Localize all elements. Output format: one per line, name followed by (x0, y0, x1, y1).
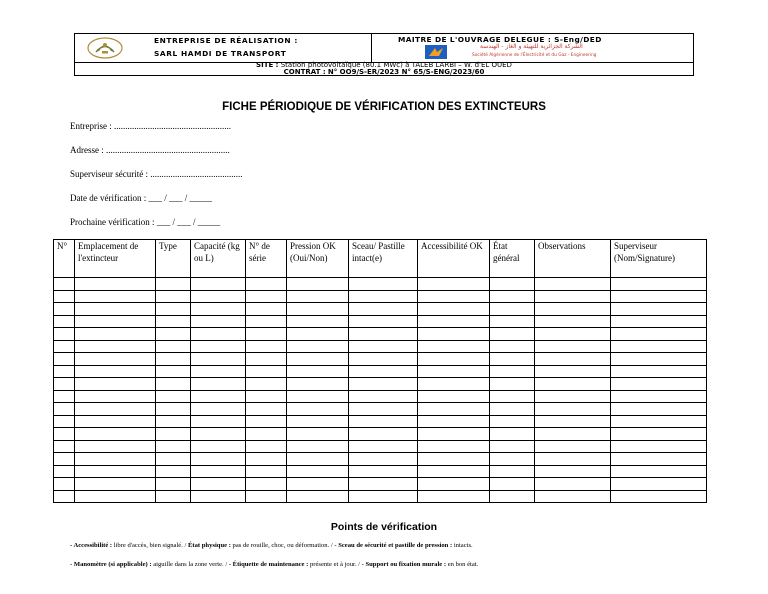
table-row (54, 440, 707, 453)
table-cell[interactable] (191, 278, 246, 291)
table-cell[interactable] (535, 415, 611, 428)
site-label: SITE : (256, 61, 279, 69)
table-cell[interactable] (287, 378, 349, 391)
table-cell[interactable] (54, 328, 75, 341)
table-cell[interactable] (490, 290, 535, 303)
table-cell[interactable] (535, 328, 611, 341)
owner-arabic-name: الشركة الجزائرية للتهيئة و الغاز - الهندسة (480, 43, 583, 50)
table-cell[interactable] (191, 440, 246, 453)
table-cell[interactable] (75, 378, 156, 391)
table-cell[interactable] (490, 278, 535, 291)
table-row (54, 378, 707, 391)
table-cell[interactable] (54, 490, 75, 503)
table-cell[interactable] (418, 328, 490, 341)
table-cell[interactable] (611, 328, 707, 341)
table-cell[interactable] (156, 378, 191, 391)
table-cell[interactable] (75, 315, 156, 328)
table-cell[interactable] (75, 490, 156, 503)
field-date-verification[interactable]: Date de vérification : ___ / ___ / _____ (70, 193, 212, 203)
table-cell[interactable] (611, 403, 707, 416)
table-cell[interactable] (156, 465, 191, 478)
table-cell[interactable] (54, 315, 75, 328)
table-row (54, 478, 707, 491)
field-adresse[interactable]: Adresse : ....................................................... (70, 145, 230, 155)
table-cell[interactable] (490, 378, 535, 391)
table-cell[interactable] (246, 328, 287, 341)
table-cell[interactable] (611, 415, 707, 428)
col-header-accessibilite: Accessibilité OK (418, 240, 490, 278)
table-cell[interactable] (535, 278, 611, 291)
table-cell[interactable] (611, 453, 707, 466)
point-label: État physique : (188, 542, 233, 549)
verification-table (53, 239, 707, 503)
table-cell[interactable] (75, 415, 156, 428)
table-cell[interactable] (54, 478, 75, 491)
table-cell[interactable] (490, 403, 535, 416)
table-cell[interactable] (54, 290, 75, 303)
table-cell[interactable] (611, 278, 707, 291)
table-cell[interactable] (418, 303, 490, 316)
table-row (54, 290, 707, 303)
table-cell[interactable] (191, 403, 246, 416)
table-row (54, 353, 707, 366)
table-row (54, 390, 707, 403)
table-cell[interactable] (287, 428, 349, 441)
table-cell[interactable] (54, 440, 75, 453)
table-cell[interactable] (535, 315, 611, 328)
table-cell[interactable] (54, 428, 75, 441)
table-cell[interactable] (54, 390, 75, 403)
table-row (54, 340, 707, 353)
table-cell[interactable] (287, 365, 349, 378)
col-header-numero: N° (54, 240, 75, 278)
table-cell[interactable] (191, 453, 246, 466)
table-cell[interactable] (191, 365, 246, 378)
page-title: FICHE PÉRIODIQUE DE VÉRIFICATION DES EXTINCTEURS (222, 101, 546, 113)
table-cell[interactable] (75, 303, 156, 316)
table-cell[interactable] (75, 340, 156, 353)
table-cell[interactable] (611, 340, 707, 353)
table-cell[interactable] (611, 490, 707, 503)
table-cell[interactable] (75, 365, 156, 378)
table-row (54, 453, 707, 466)
col-header-emplacement: Emplacement de l'extincteur (75, 240, 156, 278)
table-cell[interactable] (246, 478, 287, 491)
table-cell[interactable] (490, 440, 535, 453)
point-text: intacts. (453, 542, 473, 549)
table-cell[interactable] (246, 290, 287, 303)
table-cell[interactable] (191, 328, 246, 341)
laurel-emblem-icon (87, 37, 123, 59)
table-cell[interactable] (349, 390, 418, 403)
table-cell[interactable] (490, 340, 535, 353)
table-cell[interactable] (535, 453, 611, 466)
table-cell[interactable] (287, 415, 349, 428)
table-cell[interactable] (246, 490, 287, 503)
field-superviseur[interactable]: Superviseur sécurité : ......................................... (70, 169, 243, 179)
table-body (54, 278, 707, 503)
document-header (74, 33, 694, 76)
table-cell[interactable] (535, 490, 611, 503)
contractor-name: SARL HAMDI DE TRANSPORT (154, 49, 287, 58)
table-cell[interactable] (246, 315, 287, 328)
table-cell[interactable] (246, 353, 287, 366)
table-cell[interactable] (75, 440, 156, 453)
table-cell[interactable] (156, 478, 191, 491)
table-row (54, 415, 707, 428)
table-cell[interactable] (75, 478, 156, 491)
header-owner-cell (372, 34, 694, 62)
table-cell[interactable] (246, 403, 287, 416)
field-prochaine-verification[interactable]: Prochaine vérification : ___ / ___ / _____ (70, 217, 221, 227)
table-cell[interactable] (611, 315, 707, 328)
table-cell[interactable] (246, 365, 287, 378)
table-cell[interactable] (611, 378, 707, 391)
table-cell[interactable] (535, 378, 611, 391)
point-text: aiguille dans la zone verte. / (153, 561, 229, 568)
table-cell[interactable] (75, 428, 156, 441)
table-cell[interactable] (418, 415, 490, 428)
header-contractor-cell (75, 34, 372, 62)
table-cell[interactable] (418, 353, 490, 366)
table-cell[interactable] (75, 290, 156, 303)
table-cell[interactable] (75, 278, 156, 291)
point-text: libre d'accès, bien signalé. / (113, 542, 189, 549)
table-cell[interactable] (535, 440, 611, 453)
contract-label: CONTRAT : (283, 68, 326, 76)
table-cell[interactable] (349, 440, 418, 453)
table-cell[interactable] (535, 353, 611, 366)
table-cell[interactable] (611, 390, 707, 403)
col-header-type: Type (156, 240, 191, 278)
table-row (54, 428, 707, 441)
table-cell[interactable] (490, 315, 535, 328)
table-row (54, 315, 707, 328)
table-cell[interactable] (156, 278, 191, 291)
site-value: Station photovoltaïque (80.1 MWc) à TALEB LARBI – W. d'EL OUED (280, 61, 512, 69)
table-cell[interactable] (156, 453, 191, 466)
table-cell[interactable] (191, 428, 246, 441)
table-cell[interactable] (191, 478, 246, 491)
table-cell[interactable] (287, 390, 349, 403)
table-cell[interactable] (287, 303, 349, 316)
table-cell[interactable] (611, 290, 707, 303)
table-cell[interactable] (156, 315, 191, 328)
table-cell[interactable] (349, 315, 418, 328)
table-cell[interactable] (191, 315, 246, 328)
table-cell[interactable] (191, 378, 246, 391)
col-header-observations: Observations (535, 240, 611, 278)
owner-french-name: Société Algérienne de l'Électricité et du Gaz - Engineering (472, 53, 597, 58)
table-cell[interactable] (418, 278, 490, 291)
table-cell[interactable] (418, 465, 490, 478)
table-cell[interactable] (156, 328, 191, 341)
table-cell[interactable] (246, 278, 287, 291)
table-cell[interactable] (75, 328, 156, 341)
table-cell[interactable] (349, 303, 418, 316)
table-cell[interactable] (54, 278, 75, 291)
table-cell[interactable] (156, 440, 191, 453)
table-cell[interactable] (246, 465, 287, 478)
table-cell[interactable] (611, 478, 707, 491)
table-cell[interactable] (349, 478, 418, 491)
table-cell[interactable] (191, 415, 246, 428)
points-line-2 (70, 561, 478, 568)
table-cell[interactable] (535, 365, 611, 378)
table-cell[interactable] (287, 290, 349, 303)
table-cell[interactable] (75, 465, 156, 478)
point-label: - Accessibilité : (70, 542, 114, 549)
table-cell[interactable] (156, 428, 191, 441)
table-cell[interactable] (191, 390, 246, 403)
table-cell[interactable] (349, 328, 418, 341)
table-cell[interactable] (54, 340, 75, 353)
table-cell[interactable] (191, 290, 246, 303)
table-cell[interactable] (156, 390, 191, 403)
table-cell[interactable] (349, 465, 418, 478)
table-cell[interactable] (535, 403, 611, 416)
table-row (54, 490, 707, 503)
table-cell[interactable] (490, 328, 535, 341)
header-top-row (75, 34, 693, 63)
table-cell[interactable] (191, 490, 246, 503)
table-cell[interactable] (490, 465, 535, 478)
table-cell[interactable] (287, 403, 349, 416)
point-label: - Support ou fixation murale : (361, 561, 448, 568)
table-cell[interactable] (287, 478, 349, 491)
table-cell[interactable] (349, 290, 418, 303)
table-cell[interactable] (535, 290, 611, 303)
table-cell[interactable] (54, 403, 75, 416)
table-cell[interactable] (611, 440, 707, 453)
table-cell[interactable] (349, 278, 418, 291)
table-cell[interactable] (246, 415, 287, 428)
col-header-capacite: Capacité (kg ou L) (191, 240, 246, 278)
table-cell[interactable] (54, 453, 75, 466)
table-cell[interactable] (287, 353, 349, 366)
col-header-etat: État général (490, 240, 535, 278)
table-cell[interactable] (349, 415, 418, 428)
col-header-superviseur: Superviseur (Nom/Signature) (611, 240, 707, 278)
table-cell[interactable] (287, 490, 349, 503)
table-cell[interactable] (418, 453, 490, 466)
table-cell[interactable] (490, 303, 535, 316)
table-cell[interactable] (490, 428, 535, 441)
table-row (54, 365, 707, 378)
table-cell[interactable] (287, 328, 349, 341)
table-cell[interactable] (75, 353, 156, 366)
table-row (54, 328, 707, 341)
table-cell[interactable] (611, 465, 707, 478)
table-cell[interactable] (156, 415, 191, 428)
table-cell[interactable] (418, 315, 490, 328)
table-cell[interactable] (246, 340, 287, 353)
table-cell[interactable] (418, 390, 490, 403)
contract-value: N° OO9/S-ER/2023 N° 65/S-ENG/2023/60 (327, 68, 485, 76)
table-cell[interactable] (287, 278, 349, 291)
table-cell[interactable] (418, 428, 490, 441)
table-cell[interactable] (54, 303, 75, 316)
table-cell[interactable] (611, 353, 707, 366)
points-title: Points de vérification (330, 521, 438, 533)
table-cell[interactable] (156, 403, 191, 416)
table-cell[interactable] (246, 453, 287, 466)
table-cell[interactable] (418, 490, 490, 503)
table-cell[interactable] (54, 365, 75, 378)
table-cell[interactable] (490, 390, 535, 403)
table-header-row (54, 240, 707, 278)
table-cell[interactable] (287, 465, 349, 478)
table-cell[interactable] (418, 403, 490, 416)
table-cell[interactable] (191, 353, 246, 366)
contract-line (75, 69, 693, 76)
table-cell[interactable] (418, 365, 490, 378)
table-cell[interactable] (191, 465, 246, 478)
table-cell[interactable] (156, 490, 191, 503)
table-cell[interactable] (287, 315, 349, 328)
table-cell[interactable] (490, 365, 535, 378)
table-cell[interactable] (535, 428, 611, 441)
table-cell[interactable] (418, 290, 490, 303)
table-cell[interactable] (287, 440, 349, 453)
table-cell[interactable] (349, 453, 418, 466)
table-cell[interactable] (611, 365, 707, 378)
sonelgaz-logo-icon (425, 45, 447, 59)
table-cell[interactable] (490, 478, 535, 491)
table-cell[interactable] (535, 340, 611, 353)
table-cell[interactable] (287, 340, 349, 353)
table-cell[interactable] (535, 478, 611, 491)
point-text: présente et à jour. / (309, 561, 362, 568)
table-row (54, 403, 707, 416)
table-cell[interactable] (611, 303, 707, 316)
table-cell[interactable] (75, 390, 156, 403)
table-cell[interactable] (490, 415, 535, 428)
table-cell[interactable] (490, 353, 535, 366)
table-cell[interactable] (349, 365, 418, 378)
table-cell[interactable] (54, 415, 75, 428)
table-cell[interactable] (156, 303, 191, 316)
table-cell[interactable] (246, 440, 287, 453)
table-cell[interactable] (418, 378, 490, 391)
point-text: en bon état. (447, 561, 479, 568)
table-cell[interactable] (349, 490, 418, 503)
table-cell[interactable] (156, 290, 191, 303)
table-cell[interactable] (246, 428, 287, 441)
table-cell[interactable] (349, 428, 418, 441)
table-cell[interactable] (349, 378, 418, 391)
table-cell[interactable] (418, 340, 490, 353)
field-entreprise[interactable]: Entreprise : .................................................... (70, 121, 231, 131)
table-cell[interactable] (490, 453, 535, 466)
point-label: - Étiquette de maintenance : (228, 561, 310, 568)
points-line-1 (70, 542, 473, 549)
table-cell[interactable] (246, 303, 287, 316)
table-cell[interactable] (246, 378, 287, 391)
table-cell[interactable] (54, 353, 75, 366)
table-cell[interactable] (535, 465, 611, 478)
col-header-pression: Pression OK (Oui/Non) (287, 240, 349, 278)
table-cell[interactable] (349, 340, 418, 353)
point-text: pas de rouille, choc, ou déformation. / (232, 542, 335, 549)
table-cell[interactable] (349, 353, 418, 366)
table-cell[interactable] (349, 403, 418, 416)
table-row (54, 303, 707, 316)
table-row (54, 465, 707, 478)
table-cell[interactable] (75, 403, 156, 416)
table-cell[interactable] (54, 378, 75, 391)
table-cell[interactable] (535, 390, 611, 403)
col-header-sceau: Sceau/ Pastille intact(e) (349, 240, 418, 278)
table-cell[interactable] (418, 478, 490, 491)
point-label: - Sceau de sécurité et pastille de pression : (334, 542, 454, 549)
table-cell[interactable] (490, 490, 535, 503)
table-cell[interactable] (156, 365, 191, 378)
point-label: - Manomètre (si applicable) : (70, 561, 154, 568)
table-row (54, 278, 707, 291)
table-cell[interactable] (287, 453, 349, 466)
table-cell[interactable] (191, 340, 246, 353)
table-cell[interactable] (75, 453, 156, 466)
table-cell[interactable] (535, 303, 611, 316)
table-cell[interactable] (418, 440, 490, 453)
table-cell[interactable] (191, 303, 246, 316)
table-cell[interactable] (54, 465, 75, 478)
table-cell[interactable] (611, 428, 707, 441)
table-cell[interactable] (156, 340, 191, 353)
col-header-serie: N° de série (246, 240, 287, 278)
contractor-label: ENTREPRISE DE RÉALISATION : (154, 36, 298, 45)
table-cell[interactable] (246, 390, 287, 403)
owner-label: MAITRE DE L'OUVRAGE DELEGUE : S-Eng/DED (398, 35, 602, 44)
table-cell[interactable] (156, 353, 191, 366)
